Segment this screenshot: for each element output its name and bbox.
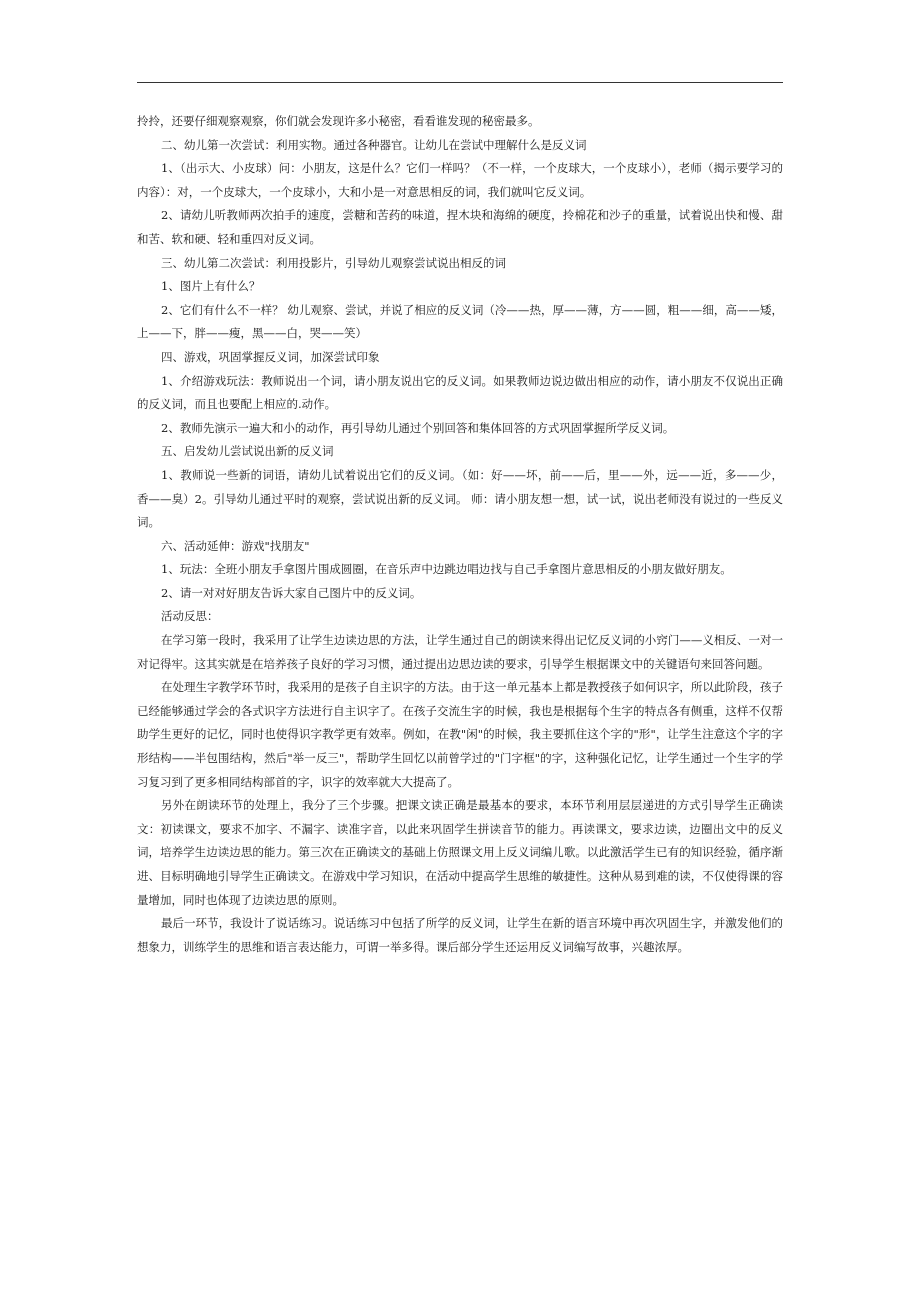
reflection-paragraph: 最后一环节，我设计了说话练习。说话练习中包括了所学的反义词，让学生在新的语言环境中再次巩固生字，并激发他们的想象力，训练学生的思维和语言表达能力，可谓一举多得。课后部分学生还运用反义词编写故事，兴趣浓厚。 xyxy=(137,916,783,954)
reflection-paragraph: 在处理生字教学环节时，我采用的是孩子自主识字的方法。由于这一单元基本上都是教授孩子如何识字，所以此阶段，孩子已经能够通过学会的各式识字方法进行自主识字了。在孩子交流生字的时候，我也是根据每个生字的特点各有侧重，这样不仅帮助学生更好的记忆，同时也使得识字教学更有效率。例如，在教"闲"的时候，我主要抓住这个字的"形"，让学生注意这个字的字形结构——半包围结构，然后"举一反三"，帮助学生回忆以前曾学过的"门字框"的字，这种强化记忆，让学生通过一个生字的学习复习到了更多相同结构部首的字，识字的效率就大大提高了。 xyxy=(137,680,783,789)
paragraph-continuation: 拎拎，还要仔细观察观察，你们就会发现许多小秘密，看看谁发现的秘密最多。 xyxy=(137,114,540,128)
section-heading-4: 四、游戏，巩固掌握反义词，加深尝试印象 xyxy=(161,349,380,364)
list-item: 2、请一对对好朋友告诉大家自己图片中的反义词。 xyxy=(161,585,422,600)
list-item: 2、它们有什么不一样？ 幼儿观察、尝试，并说了相应的反义词（冷——热，厚——薄，方——圆，粗——细，高——矮，上——下，胖——瘦，黑——白，哭——笑） xyxy=(137,302,783,341)
section-heading-6: 六、活动延伸：游戏"找朋友" xyxy=(161,538,310,553)
list-item: 2、教师先演示一遍大和小的动作，再引导幼儿通过个别回答和集体回答的方式巩固掌握所学反义词。 xyxy=(161,420,675,435)
list-item: 1、玩法：全班小朋友手拿图片围成圆圈，在音乐声中边跳边唱边找与自己手拿图片意思相反的小朋友做好朋友。 xyxy=(161,562,732,577)
header-rule xyxy=(137,82,783,83)
list-item: 1、（出示大、小皮球）问：小朋友，这是什么？它们一样吗？（不一样，一个皮球大，一个皮球小），老师（揭示要学习的内容）：对，一个皮球大，一个皮球小，大和小是一对意思相反的词，我们就叫它反义词。 xyxy=(137,161,783,199)
section-heading-3: 三、幼儿第二次尝试：利用投影片，引导幼儿观察尝试说出相反的词 xyxy=(161,255,506,270)
list-item: 1、图片上有什么？ xyxy=(161,279,261,294)
list-item: 1、教师说一些新的词语，请幼儿试着说出它们的反义词。（如：好——坏，前——后，里——外，远——近，多——少，香——臭）2。引导幼儿通过平时的观察，尝试说出新的反义词。 师：请小朋友想一想，试一试，说出老师没有说过的一些反义词。 xyxy=(137,467,783,530)
list-item: 2、请幼儿听教师两次拍手的速度，尝糖和苦药的味道，捏木块和海绵的硬度，拎棉花和沙子的重量，试着说出快和慢、甜和苦、软和硬、轻和重四对反义词。 xyxy=(137,208,783,246)
section-heading-5: 五、启发幼儿尝试说出新的反义词 xyxy=(161,444,334,459)
list-item: 1、介绍游戏玩法：教师说出一个词，请小朋友说出它的反义词。如果教师边说边做出相应的动作，请小朋友不仅说出正确的反义词，而且也要配上相应的.动作。 xyxy=(137,373,783,412)
reflection-paragraph: 另外在朗读环节的处理上，我分了三个步骤。把课文读正确是最基本的要求，本环节利用层层递进的方式引导学生正确读文：初读课文，要求不加字、不漏字、读准字音，以此来巩固学生拼读音节的能力。再读课文，要求边读，边圈出文中的反义词，培养学生边读边思的能力。第三次在正确读文的基础上仿照课文用上反义词编儿歌。以此激活学生已有的知识经验，循序渐进、目标明确地引导学生正确读文。在游戏中学习知识，在活动中提高学生思维的敏捷性。这种从易到难的读，不仅使得课的容量增加，同时也体现了边读边思的原则。 xyxy=(137,798,783,907)
reflection-paragraph: 在学习第一段时，我采用了让学生边读边思的方法，让学生通过自己的朗读来得出记忆反义词的小窍门——义相反、一对一对记得牢。这其实就是在培养孩子良好的学习习惯，通过提出边思边读的要求，引导学生根据课文中的关键语句来回答问题。 xyxy=(137,633,783,671)
document-body xyxy=(137,110,783,959)
reflection-heading: 活动反思： xyxy=(161,609,219,624)
section-heading-2: 二、幼儿第一次尝试：利用实物。通过各种器官。让幼儿在尝试中理解什么是反义词 xyxy=(161,137,587,152)
